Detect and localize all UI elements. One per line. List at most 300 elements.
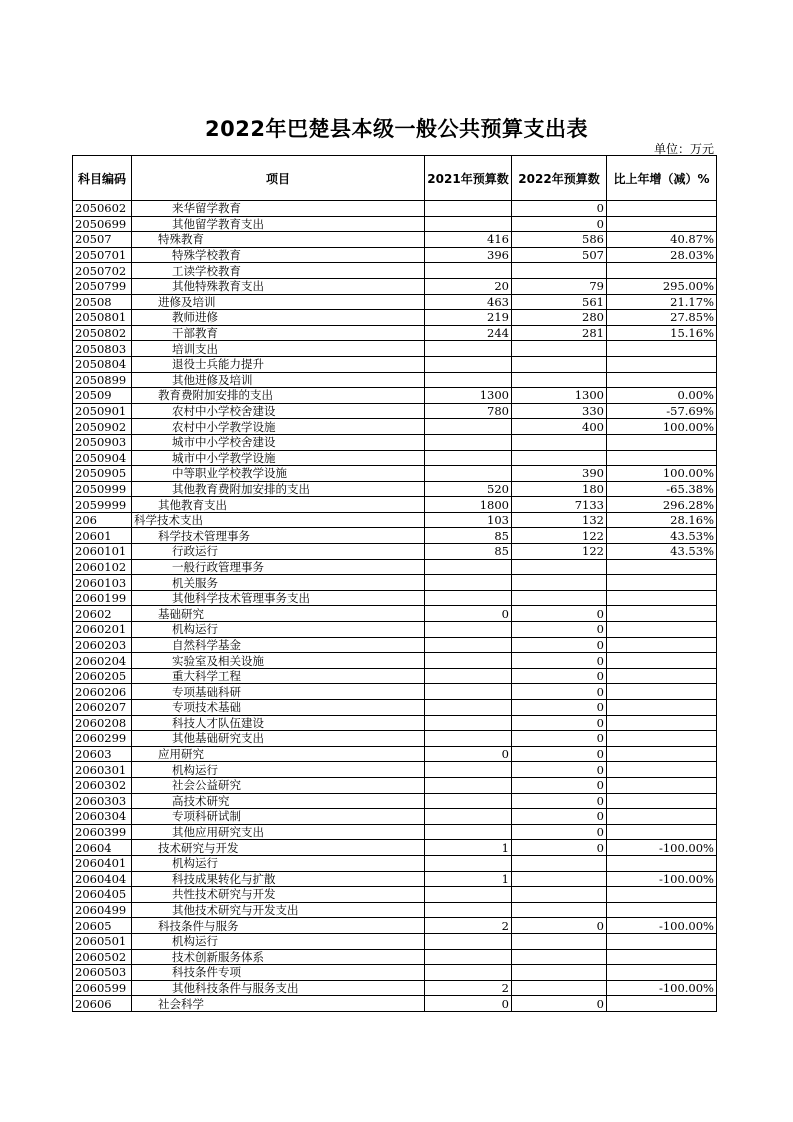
row-budget-2021: 1 [425, 840, 512, 856]
row-item-name: 城市中小学校舍建设 [132, 434, 425, 450]
row-change-percent: -100.00% [607, 871, 717, 887]
row-item-name: 其他留学教育支出 [132, 216, 425, 232]
row-item-name: 社会公益研究 [132, 777, 425, 793]
row-code: 2050801 [73, 310, 132, 326]
row-code: 2060103 [73, 575, 132, 591]
row-item-name: 农村中小学教学设施 [132, 419, 425, 435]
row-change-percent [607, 793, 717, 809]
row-code: 2060405 [73, 887, 132, 903]
row-budget-2021: 1300 [425, 388, 512, 404]
table-row [73, 840, 717, 856]
row-budget-2021 [425, 762, 512, 778]
row-code: 20603 [73, 746, 132, 762]
table-row [73, 668, 717, 684]
row-code: 2050804 [73, 356, 132, 372]
header-budget-2021: 2021年预算数 [425, 156, 512, 201]
row-code: 2050904 [73, 450, 132, 466]
row-change-percent [607, 637, 717, 653]
row-item-name: 进修及培训 [132, 294, 425, 310]
table-row [73, 263, 717, 279]
row-budget-2022: 0 [512, 824, 607, 840]
row-item-name: 其他教育费附加安排的支出 [132, 481, 425, 497]
row-budget-2022: 180 [512, 481, 607, 497]
row-code: 2060304 [73, 809, 132, 825]
table-row [73, 201, 717, 217]
row-item-name: 机构运行 [132, 622, 425, 638]
row-item-name: 机构运行 [132, 933, 425, 949]
row-budget-2021: 2 [425, 980, 512, 996]
row-item-name: 基础研究 [132, 606, 425, 622]
row-change-percent: 40.87% [607, 232, 717, 248]
row-budget-2021: 1800 [425, 497, 512, 513]
table-row [73, 855, 717, 871]
table-row [73, 372, 717, 388]
row-change-percent [607, 450, 717, 466]
row-code: 2060301 [73, 762, 132, 778]
row-budget-2021: 2 [425, 918, 512, 934]
row-budget-2021: 219 [425, 310, 512, 326]
header-code: 科目编码 [73, 156, 132, 201]
table-row [73, 996, 717, 1012]
row-budget-2022 [512, 434, 607, 450]
row-budget-2021: 0 [425, 746, 512, 762]
row-change-percent [607, 824, 717, 840]
row-budget-2021 [425, 590, 512, 606]
row-change-percent: 295.00% [607, 278, 717, 294]
row-item-name: 行政运行 [132, 544, 425, 560]
row-code: 2060404 [73, 871, 132, 887]
row-budget-2022: 561 [512, 294, 607, 310]
table-row [73, 247, 717, 263]
row-code: 2060204 [73, 653, 132, 669]
row-budget-2021 [425, 356, 512, 372]
table-row [73, 871, 717, 887]
table-row [73, 824, 717, 840]
row-budget-2022: 281 [512, 325, 607, 341]
row-code: 2050902 [73, 419, 132, 435]
row-code: 20601 [73, 528, 132, 544]
row-change-percent [607, 341, 717, 357]
row-code: 2060302 [73, 777, 132, 793]
row-budget-2022 [512, 356, 607, 372]
row-budget-2022: 0 [512, 622, 607, 638]
row-budget-2022 [512, 871, 607, 887]
row-item-name: 专项基础科研 [132, 684, 425, 700]
row-item-name: 其他进修及培训 [132, 372, 425, 388]
row-budget-2022: 586 [512, 232, 607, 248]
row-budget-2021: 396 [425, 247, 512, 263]
row-budget-2021 [425, 622, 512, 638]
row-budget-2021: 780 [425, 403, 512, 419]
row-budget-2022: 0 [512, 201, 607, 217]
row-budget-2022: 122 [512, 544, 607, 560]
row-budget-2021: 85 [425, 544, 512, 560]
row-budget-2021 [425, 933, 512, 949]
table-row [73, 278, 717, 294]
row-budget-2021 [425, 419, 512, 435]
row-budget-2022: 0 [512, 216, 607, 232]
row-budget-2021 [425, 949, 512, 965]
row-budget-2022: 507 [512, 247, 607, 263]
row-code: 2060503 [73, 965, 132, 981]
row-code: 20604 [73, 840, 132, 856]
row-change-percent: 100.00% [607, 466, 717, 482]
row-change-percent [607, 700, 717, 716]
row-budget-2021 [425, 902, 512, 918]
row-item-name: 其他科技条件与服务支出 [132, 980, 425, 996]
row-budget-2021 [425, 201, 512, 217]
row-code: 2060599 [73, 980, 132, 996]
row-item-name: 其他教育支出 [132, 497, 425, 513]
row-item-name: 科技成果转化与扩散 [132, 871, 425, 887]
row-budget-2021: 0 [425, 996, 512, 1012]
row-item-name: 其他应用研究支出 [132, 824, 425, 840]
table-row [73, 341, 717, 357]
row-budget-2022: 132 [512, 512, 607, 528]
row-change-percent [607, 263, 717, 279]
row-change-percent [607, 809, 717, 825]
row-change-percent [607, 684, 717, 700]
table-row [73, 777, 717, 793]
row-budget-2022 [512, 559, 607, 575]
row-code: 2050799 [73, 278, 132, 294]
table-row [73, 887, 717, 903]
row-code: 2060499 [73, 902, 132, 918]
row-change-percent: -100.00% [607, 980, 717, 996]
table-row [73, 294, 717, 310]
row-item-name: 退役士兵能力提升 [132, 356, 425, 372]
row-code: 2060101 [73, 544, 132, 560]
row-item-name: 其他基础研究支出 [132, 731, 425, 747]
row-item-name: 其他科学技术管理事务支出 [132, 590, 425, 606]
row-item-name: 干部教育 [132, 325, 425, 341]
row-budget-2021: 103 [425, 512, 512, 528]
table-row [73, 232, 717, 248]
row-budget-2021 [425, 793, 512, 809]
row-item-name: 机关服务 [132, 575, 425, 591]
row-budget-2022: 0 [512, 606, 607, 622]
row-change-percent: 43.53% [607, 528, 717, 544]
row-change-percent: 21.17% [607, 294, 717, 310]
row-budget-2021: 0 [425, 606, 512, 622]
row-change-percent: 100.00% [607, 419, 717, 435]
table-row [73, 809, 717, 825]
row-change-percent: 27.85% [607, 310, 717, 326]
row-item-name: 其他特殊教育支出 [132, 278, 425, 294]
row-change-percent [607, 201, 717, 217]
table-row [73, 466, 717, 482]
row-code: 2050701 [73, 247, 132, 263]
row-code: 2060502 [73, 949, 132, 965]
table-row [73, 403, 717, 419]
row-item-name: 共性技术研究与开发 [132, 887, 425, 903]
table-row [73, 481, 717, 497]
row-change-percent: 43.53% [607, 544, 717, 560]
row-budget-2022: 0 [512, 762, 607, 778]
row-budget-2021 [425, 559, 512, 575]
row-change-percent [607, 715, 717, 731]
row-budget-2022 [512, 263, 607, 279]
row-change-percent [607, 902, 717, 918]
row-budget-2021 [425, 855, 512, 871]
row-budget-2022: 0 [512, 715, 607, 731]
row-code: 20508 [73, 294, 132, 310]
row-change-percent [607, 216, 717, 232]
table-row [73, 388, 717, 404]
row-budget-2022: 79 [512, 278, 607, 294]
row-change-percent: -100.00% [607, 840, 717, 856]
row-budget-2021: 416 [425, 232, 512, 248]
row-change-percent [607, 372, 717, 388]
row-budget-2022 [512, 590, 607, 606]
row-code: 2060201 [73, 622, 132, 638]
table-row [73, 933, 717, 949]
row-budget-2021 [425, 887, 512, 903]
row-budget-2021: 20 [425, 278, 512, 294]
row-item-name: 农村中小学校舍建设 [132, 403, 425, 419]
row-code: 2050901 [73, 403, 132, 419]
table-row [73, 653, 717, 669]
table-row [73, 544, 717, 560]
row-code: 2060299 [73, 731, 132, 747]
row-budget-2021 [425, 653, 512, 669]
row-budget-2022 [512, 965, 607, 981]
row-change-percent [607, 356, 717, 372]
row-change-percent: 15.16% [607, 325, 717, 341]
table-row [73, 918, 717, 934]
table-row [73, 715, 717, 731]
row-code: 2050802 [73, 325, 132, 341]
row-budget-2022: 7133 [512, 497, 607, 513]
row-code: 2060102 [73, 559, 132, 575]
row-change-percent: -57.69% [607, 403, 717, 419]
row-code: 2060207 [73, 700, 132, 716]
table-row [73, 559, 717, 575]
row-budget-2021 [425, 965, 512, 981]
table-row [73, 793, 717, 809]
row-item-name: 自然科学基金 [132, 637, 425, 653]
row-budget-2021 [425, 372, 512, 388]
row-item-name: 城市中小学教学设施 [132, 450, 425, 466]
row-budget-2022: 0 [512, 918, 607, 934]
row-code: 2060205 [73, 668, 132, 684]
table-row [73, 902, 717, 918]
row-budget-2022: 330 [512, 403, 607, 419]
row-change-percent [607, 731, 717, 747]
row-budget-2021 [425, 216, 512, 232]
row-code: 2050899 [73, 372, 132, 388]
row-budget-2022: 400 [512, 419, 607, 435]
row-change-percent: -100.00% [607, 918, 717, 934]
row-code: 2059999 [73, 497, 132, 513]
row-item-name: 科学技术支出 [132, 512, 425, 528]
row-item-name: 特殊教育 [132, 232, 425, 248]
row-budget-2021 [425, 575, 512, 591]
row-item-name: 重大科学工程 [132, 668, 425, 684]
row-change-percent: 28.03% [607, 247, 717, 263]
row-budget-2022 [512, 902, 607, 918]
table-row [73, 637, 717, 653]
table-row [73, 980, 717, 996]
row-change-percent [607, 965, 717, 981]
row-budget-2022: 0 [512, 793, 607, 809]
unit-label: 单位：万元 [653, 142, 714, 156]
row-budget-2022: 0 [512, 731, 607, 747]
row-budget-2022: 280 [512, 310, 607, 326]
row-item-name: 工读学校教育 [132, 263, 425, 279]
page-title: 2022年巴楚县本级一般公共预算支出表 [205, 117, 588, 141]
row-budget-2022 [512, 575, 607, 591]
row-item-name: 技术研究与开发 [132, 840, 425, 856]
row-budget-2021 [425, 434, 512, 450]
row-budget-2022 [512, 372, 607, 388]
row-change-percent [607, 606, 717, 622]
table-row [73, 762, 717, 778]
row-item-name: 技术创新服务体系 [132, 949, 425, 965]
row-code: 20602 [73, 606, 132, 622]
row-item-name: 教师进修 [132, 310, 425, 326]
row-budget-2022: 390 [512, 466, 607, 482]
row-change-percent [607, 762, 717, 778]
row-change-percent: 296.28% [607, 497, 717, 513]
table-row [73, 512, 717, 528]
row-budget-2021 [425, 824, 512, 840]
table-row [73, 419, 717, 435]
row-budget-2022: 0 [512, 777, 607, 793]
row-code: 2050702 [73, 263, 132, 279]
table-body [73, 201, 717, 1012]
row-budget-2022 [512, 855, 607, 871]
row-budget-2021: 463 [425, 294, 512, 310]
row-item-name: 特殊学校教育 [132, 247, 425, 263]
row-budget-2021 [425, 450, 512, 466]
table-row [73, 575, 717, 591]
row-budget-2022: 0 [512, 840, 607, 856]
row-code: 2050699 [73, 216, 132, 232]
row-budget-2021 [425, 637, 512, 653]
row-code: 2060203 [73, 637, 132, 653]
row-code: 20509 [73, 388, 132, 404]
row-change-percent [607, 855, 717, 871]
table-row [73, 700, 717, 716]
table-row [73, 216, 717, 232]
row-item-name: 应用研究 [132, 746, 425, 762]
row-budget-2021: 520 [425, 481, 512, 497]
table-row [73, 325, 717, 341]
row-code: 2060208 [73, 715, 132, 731]
row-code: 2050999 [73, 481, 132, 497]
table-row [73, 590, 717, 606]
row-code: 2050803 [73, 341, 132, 357]
row-change-percent [607, 949, 717, 965]
row-budget-2022: 0 [512, 653, 607, 669]
table-row [73, 684, 717, 700]
row-item-name: 高技术研究 [132, 793, 425, 809]
row-item-name: 科技人才队伍建设 [132, 715, 425, 731]
row-budget-2021 [425, 731, 512, 747]
row-budget-2021 [425, 341, 512, 357]
row-budget-2021: 244 [425, 325, 512, 341]
row-budget-2022 [512, 949, 607, 965]
row-change-percent: 0.00% [607, 388, 717, 404]
row-item-name: 机构运行 [132, 855, 425, 871]
table-row [73, 356, 717, 372]
table-row [73, 746, 717, 762]
row-change-percent [607, 434, 717, 450]
row-code: 2060199 [73, 590, 132, 606]
row-item-name: 机构运行 [132, 762, 425, 778]
row-item-name: 社会科学 [132, 996, 425, 1012]
row-budget-2021 [425, 668, 512, 684]
row-budget-2022 [512, 887, 607, 903]
row-code: 2050905 [73, 466, 132, 482]
row-budget-2022 [512, 341, 607, 357]
table-row [73, 310, 717, 326]
row-budget-2021 [425, 715, 512, 731]
row-item-name: 专项技术基础 [132, 700, 425, 716]
row-budget-2021: 85 [425, 528, 512, 544]
row-change-percent [607, 575, 717, 591]
row-budget-2022 [512, 450, 607, 466]
row-item-name: 一般行政管理事务 [132, 559, 425, 575]
row-code: 2060501 [73, 933, 132, 949]
budget-table [72, 155, 717, 1012]
row-budget-2021 [425, 809, 512, 825]
row-code: 20605 [73, 918, 132, 934]
row-code: 20606 [73, 996, 132, 1012]
row-code: 2060399 [73, 824, 132, 840]
row-item-name: 实验室及相关设施 [132, 653, 425, 669]
row-budget-2022: 0 [512, 668, 607, 684]
row-change-percent [607, 996, 717, 1012]
row-code: 206 [73, 512, 132, 528]
row-budget-2022: 0 [512, 746, 607, 762]
row-change-percent [607, 933, 717, 949]
row-change-percent [607, 622, 717, 638]
table-row [73, 731, 717, 747]
table-row [73, 528, 717, 544]
table-header-row [73, 156, 717, 201]
row-change-percent: -65.38% [607, 481, 717, 497]
row-code: 2050903 [73, 434, 132, 450]
row-change-percent [607, 746, 717, 762]
row-code: 20507 [73, 232, 132, 248]
row-budget-2022: 0 [512, 809, 607, 825]
row-change-percent [607, 590, 717, 606]
row-budget-2021 [425, 684, 512, 700]
header-budget-2022: 2022年预算数 [512, 156, 607, 201]
row-item-name: 科技条件与服务 [132, 918, 425, 934]
header-item: 项目 [132, 156, 425, 201]
row-budget-2021 [425, 466, 512, 482]
row-budget-2022: 122 [512, 528, 607, 544]
row-change-percent [607, 777, 717, 793]
row-code: 2060401 [73, 855, 132, 871]
row-budget-2022: 0 [512, 637, 607, 653]
row-budget-2022: 0 [512, 700, 607, 716]
row-budget-2021: 1 [425, 871, 512, 887]
table-row [73, 606, 717, 622]
table-row [73, 497, 717, 513]
row-budget-2022 [512, 980, 607, 996]
row-item-name: 中等职业学校教学设施 [132, 466, 425, 482]
row-code: 2050602 [73, 201, 132, 217]
row-budget-2022: 0 [512, 996, 607, 1012]
row-budget-2022: 0 [512, 684, 607, 700]
table-row [73, 434, 717, 450]
table-row [73, 622, 717, 638]
row-change-percent [607, 653, 717, 669]
